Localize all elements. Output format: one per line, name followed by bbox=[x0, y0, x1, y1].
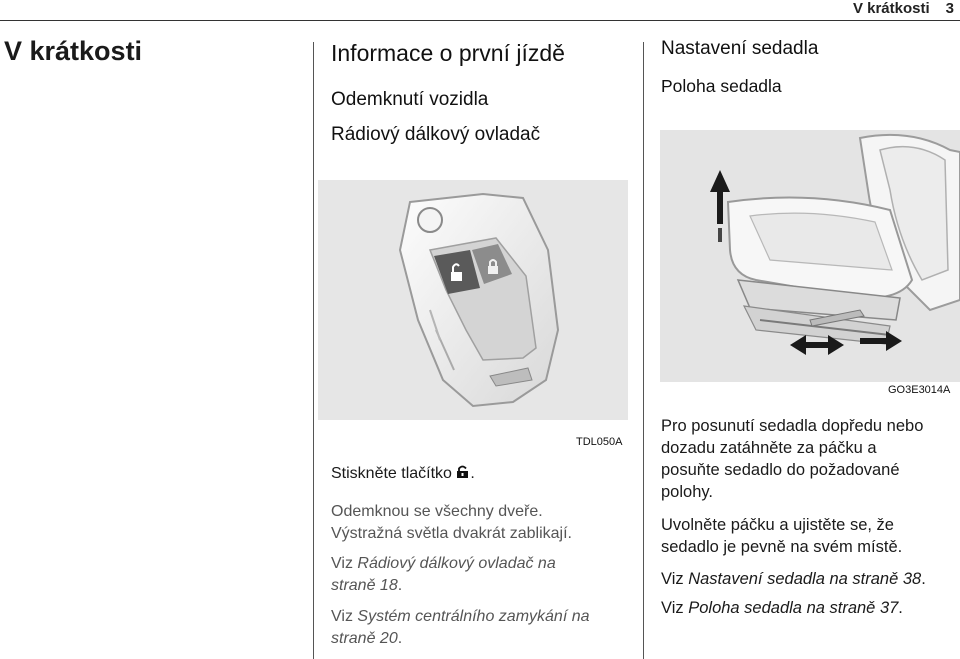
page-number: 3 bbox=[945, 0, 954, 17]
key-fob-illustration bbox=[318, 180, 628, 420]
image-code-key: TDL050A bbox=[576, 436, 623, 448]
unlock-icon bbox=[456, 465, 470, 479]
seat-illustration bbox=[660, 130, 960, 382]
unlock-effects bbox=[331, 501, 572, 545]
heading-remote-control: Rádiový dálkový ovladač bbox=[331, 124, 541, 145]
reference-seat-adjustment: Viz Nastavení sedadla na straně 38. bbox=[661, 570, 926, 588]
reference-link-seat-adjustment[interactable]: Nastavení sedadla na straně 38 bbox=[688, 570, 922, 588]
column-rule-left bbox=[313, 42, 314, 659]
seat-drawing bbox=[660, 130, 960, 382]
heading-first-drive: Informace o první jízdě bbox=[331, 40, 565, 66]
reference-link-remote-control-page[interactable]: straně 18 bbox=[331, 577, 398, 594]
press-button-end: . bbox=[470, 465, 475, 482]
heading-seat-position: Poloha sedadla bbox=[661, 76, 782, 96]
unlock-effect-doors: Odemknou se všechny dveře. bbox=[331, 503, 543, 520]
unlock-effect-hazard: Výstražná světla dvakrát zablikají. bbox=[331, 525, 572, 542]
reference-link-central-locking-page[interactable]: straně 20 bbox=[331, 630, 398, 647]
reference-link-central-locking[interactable]: Systém centrálního zamykání na bbox=[357, 608, 590, 625]
image-code-seat: GO3E3014A bbox=[888, 384, 951, 396]
adjust-arrow-icon bbox=[710, 170, 730, 242]
reference-central-locking: Viz Systém centrálního zamykání na straně 20. bbox=[331, 608, 590, 647]
reference-link-remote-control[interactable]: Rádiový dálkový ovladač na bbox=[357, 555, 556, 572]
press-button-text bbox=[331, 463, 475, 485]
running-header-title: V krátkosti bbox=[852, 0, 930, 17]
header-rule bbox=[0, 20, 960, 21]
key-fob-drawing bbox=[318, 180, 628, 420]
reference-remote-control: Viz Rádiový dálkový ovladač na straně 18. bbox=[331, 555, 556, 594]
heading-seat-adjustment: Nastavení sedadla bbox=[661, 38, 819, 59]
seat-instructions-para2: Uvolněte páčku a ujistěte se, že sedadlo je pevně na svém místě. bbox=[661, 516, 903, 556]
section-title: V krátkosti bbox=[4, 36, 143, 66]
heading-unlock-vehicle: Odemknutí vozidla bbox=[331, 89, 489, 110]
seat-instructions-para1: Pro posunutí sedadla dopředu nebo dozadu zatáhněte za páčku a posuňte sedadlo do požadované polohy. bbox=[661, 417, 924, 501]
reference-link-seat-position[interactable]: Poloha sedadla na straně 37 bbox=[688, 599, 899, 617]
column-rule-right bbox=[643, 42, 644, 659]
reference-seat-position: Viz Poloha sedadla na straně 37. bbox=[661, 599, 903, 617]
running-header bbox=[853, 0, 954, 17]
press-button-label: Stiskněte tlačítko bbox=[331, 465, 452, 482]
